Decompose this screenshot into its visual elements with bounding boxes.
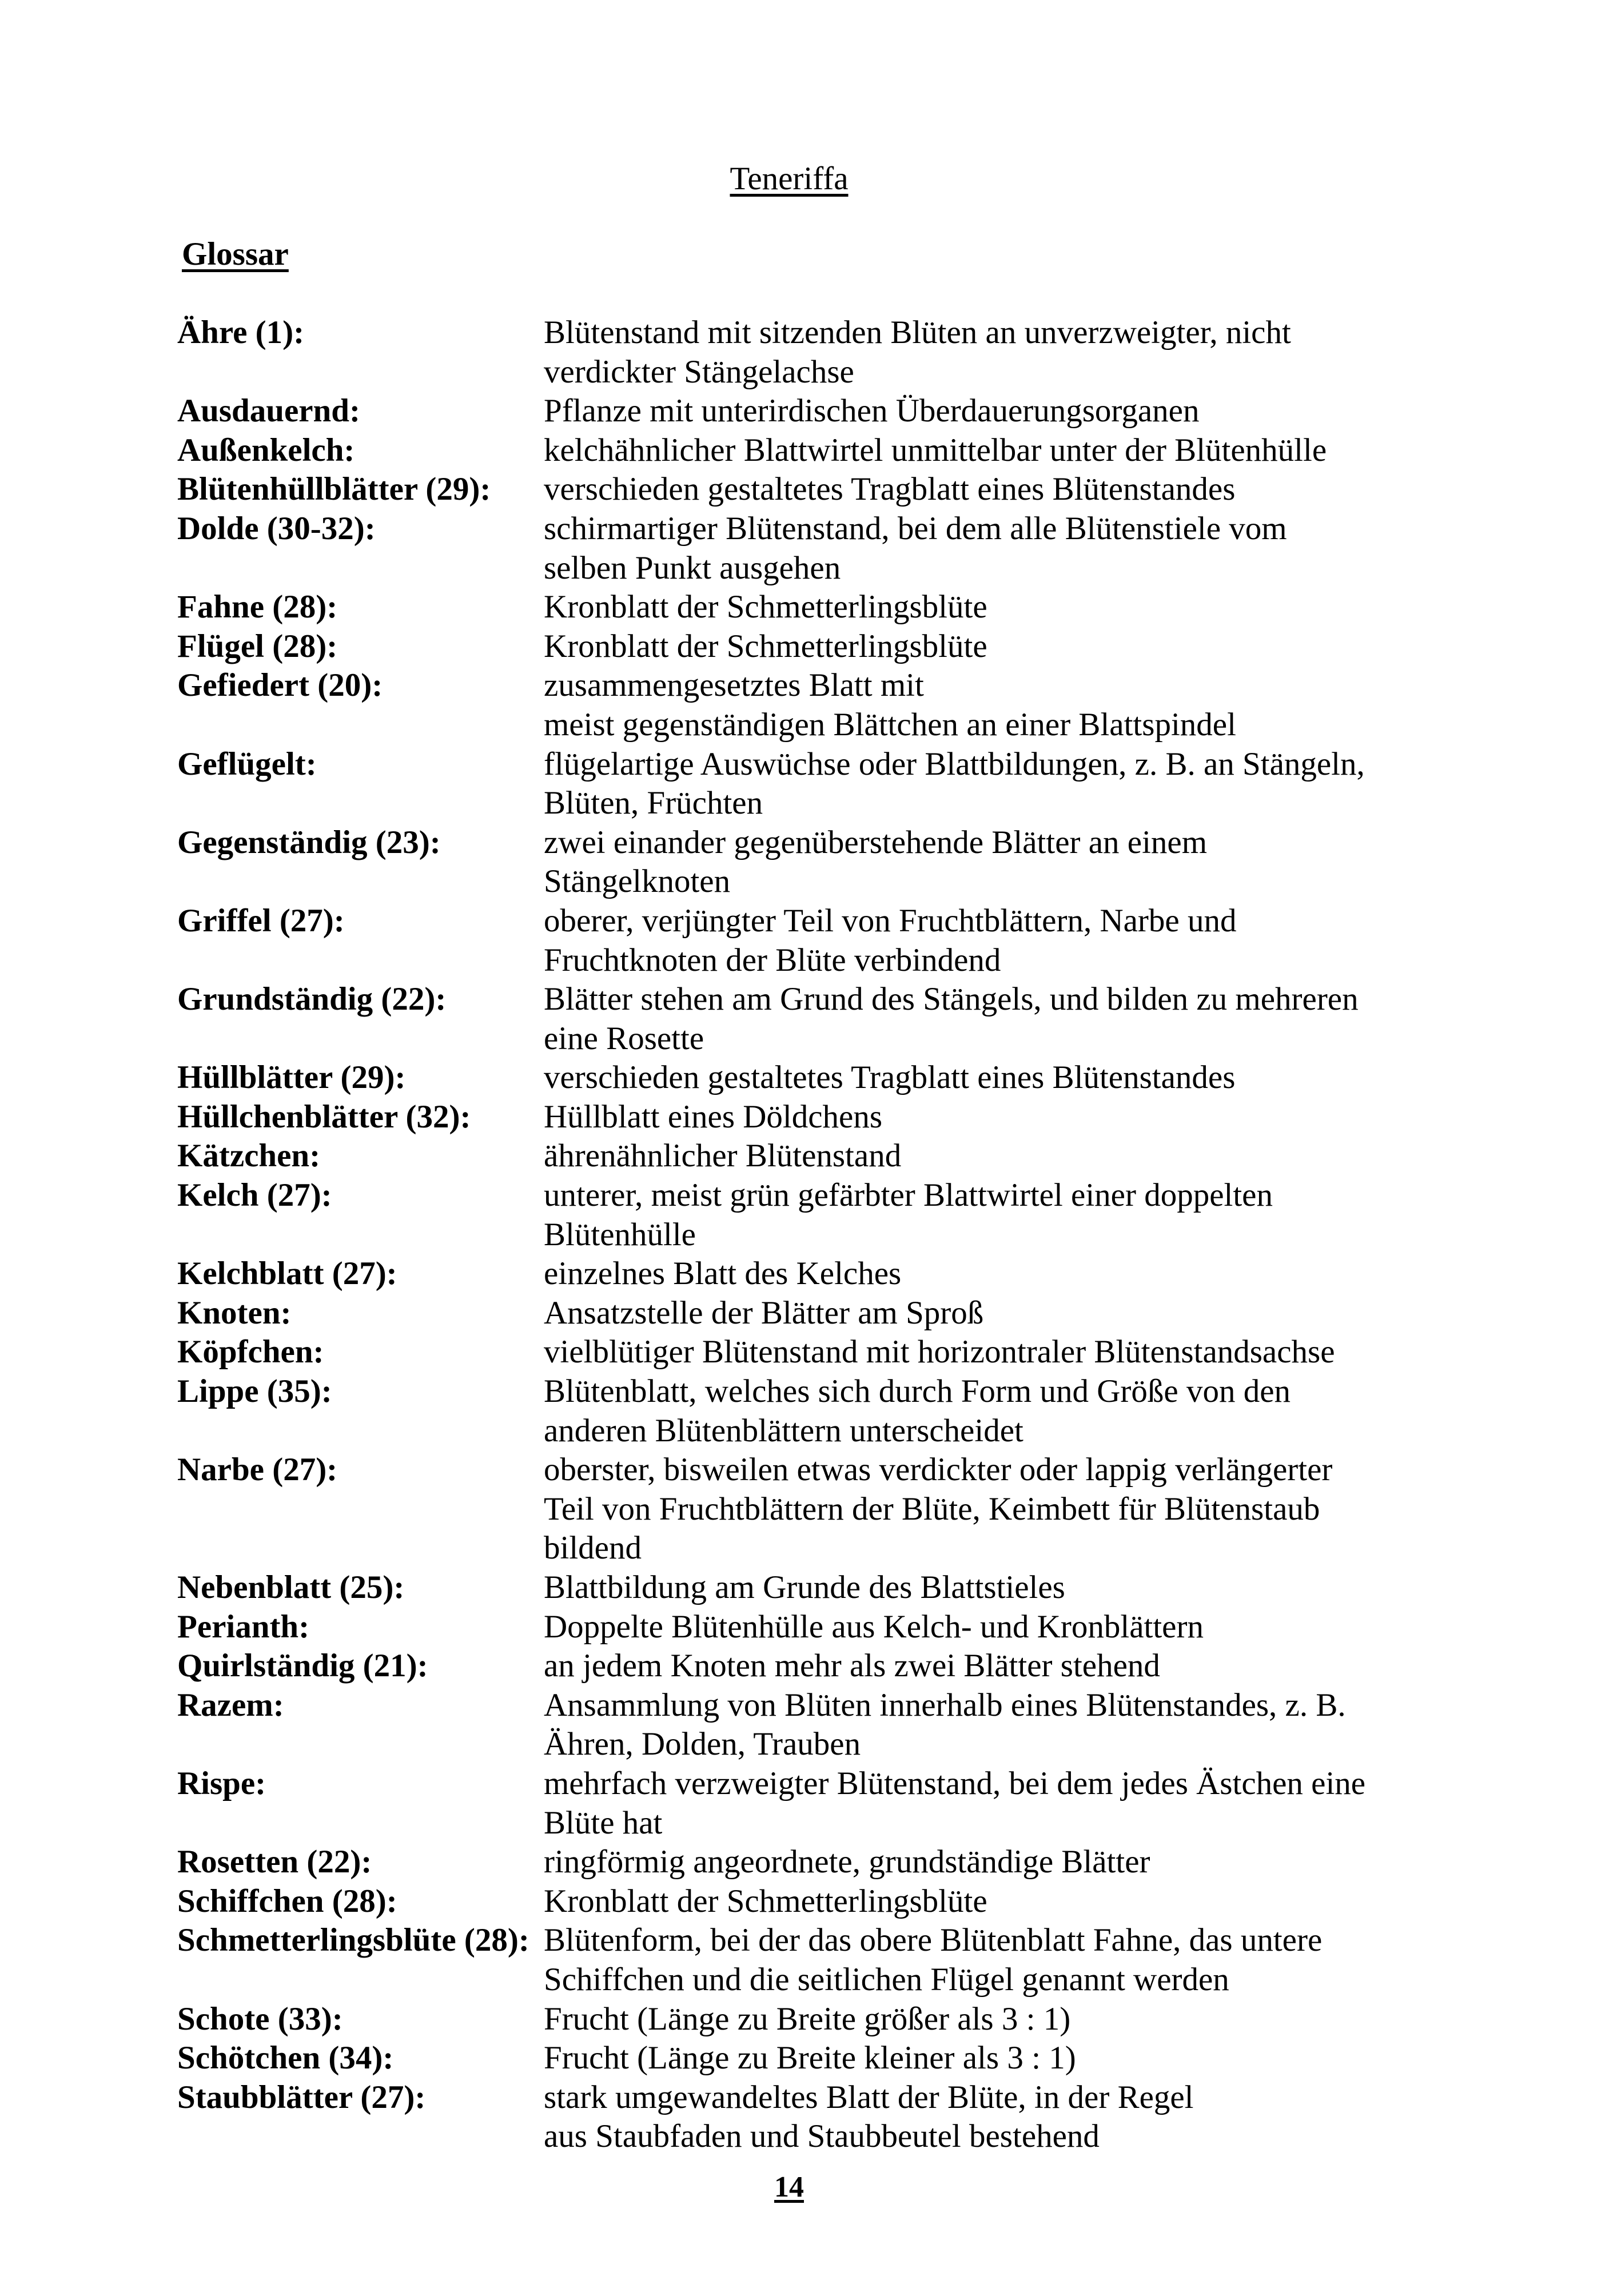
glossary-entry: [177, 1843, 1492, 1882]
definition-line: oberster, bisweilen etwas verdickter oder lappig verlängerter: [544, 1452, 1333, 1488]
glossary-list: [177, 313, 1492, 2157]
definition-line: verschieden gestaltetes Tragblatt eines Blütenstandes: [544, 1059, 1236, 1096]
glossary-definition: [544, 1608, 1204, 1647]
definition-line: flügelartige Auswüchse oder Blattbildungen, z. B. an Stängeln,: [544, 746, 1365, 782]
glossary-definition: [544, 509, 1287, 588]
glossary-term: Quirlständig (21):: [177, 1648, 428, 1684]
glossary-definition: [544, 627, 987, 667]
glossary-entry: [177, 431, 1492, 471]
definition-line: Blütenstand mit sitzenden Blüten an unverzweigter, nicht: [544, 314, 1291, 350]
glossary-term: Dolde (30-32):: [177, 510, 376, 547]
definition-line: aus Staubfaden und Staubbeutel bestehend: [544, 2118, 1100, 2155]
definition-line: Hüllblatt eines Döldchens: [544, 1098, 883, 1135]
glossary-definition: [544, 431, 1327, 471]
definition-line: meist gegenständigen Blättchen an einer Blattspindel: [544, 706, 1236, 743]
glossary-definition: [544, 1372, 1291, 1450]
glossary-entry: [177, 392, 1492, 431]
glossary-definition: [544, 745, 1365, 823]
definition-line: bildend: [544, 1530, 642, 1566]
definition-line: Teil von Fruchtblättern der Blüte, Keimbett für Blütenstaub: [544, 1490, 1320, 1527]
glossary-definition: [544, 1764, 1365, 1843]
glossary-entry: [177, 902, 1492, 980]
glossary-entry: [177, 1333, 1492, 1372]
glossary-term: Blütenhüllblätter (29):: [177, 471, 491, 508]
glossary-entry: [177, 1450, 1492, 1568]
definition-line: Kronblatt der Schmetterlingsblüte: [544, 628, 987, 664]
glossary-term: Schiffchen (28):: [177, 1883, 397, 1919]
glossary-entry: [177, 1098, 1492, 1137]
glossary-term: Nebenblatt (25):: [177, 1569, 405, 1605]
glossary-term: Gegenständig (23):: [177, 824, 441, 860]
glossary-definition: [544, 1843, 1150, 1882]
glossary-definition: [544, 1137, 901, 1176]
glossary-term: Lippe (35):: [177, 1373, 332, 1410]
glossary-term: Schote (33):: [177, 2000, 343, 2037]
definition-line: Fruchtknoten der Blüte verbindend: [544, 942, 1001, 978]
glossary-term: Grundständig (22):: [177, 981, 447, 1018]
glossary-term: Köpfchen:: [177, 1334, 324, 1370]
definition-line: oberer, verjüngter Teil von Fruchtblättern, Narbe und: [544, 902, 1237, 939]
glossary-term: Hüllblätter (29):: [177, 1059, 406, 1096]
definition-line: selben Punkt ausgehen: [544, 549, 841, 586]
definition-line: ährenähnlicher Blütenstand: [544, 1138, 902, 1174]
definition-line: mehrfach verzweigter Blütenstand, bei dem jedes Ästchen eine: [544, 1765, 1366, 1801]
definition-line: einzelnes Blatt des Kelches: [544, 1255, 902, 1292]
definition-line: verschieden gestaltetes Tragblatt eines Blütenstandes: [544, 471, 1236, 508]
glossary-definition: [544, 666, 1236, 744]
definition-line: Kronblatt der Schmetterlingsblüte: [544, 589, 987, 625]
glossary-entry: [177, 1176, 1492, 1254]
definition-line: Pflanze mit unterirdischen Überdauerungsorganen: [544, 393, 1200, 429]
glossary-definition: [544, 588, 987, 627]
definition-line: Blütenform, bei der das obere Blütenblatt Fahne, das untere: [544, 1922, 1323, 1959]
glossary-definition: [544, 1568, 1065, 1608]
glossary-definition: [544, 1333, 1335, 1372]
page-title: Teneriffa: [730, 161, 849, 197]
glossary-entry: [177, 1137, 1492, 1176]
definition-line: zwei einander gegenüberstehende Blätter an einem: [544, 824, 1208, 860]
definition-line: Blüte hat: [544, 1804, 663, 1841]
glossary-term: Razem:: [177, 1687, 284, 1723]
glossary-definition: [544, 2078, 1194, 2157]
definition-line: Schiffchen und die seitlichen Flügel genannt werden: [544, 1961, 1229, 1998]
glossary-term: Fahne (28):: [177, 589, 338, 625]
definition-line: Blüten, Früchten: [544, 785, 763, 822]
glossary-term: Schmetterlingsblüte (28):: [177, 1922, 529, 1959]
glossary-entry: [177, 823, 1492, 902]
definition-line: Doppelte Blütenhülle aus Kelch- und Kronblättern: [544, 1608, 1204, 1645]
glossary-definition: [544, 2039, 1076, 2078]
glossary-entry: [177, 745, 1492, 823]
definition-line: Frucht (Länge zu Breite größer als 3 : 1): [544, 2000, 1071, 2037]
glossary-definition: [544, 980, 1359, 1058]
glossary-entry: [177, 313, 1492, 392]
definition-line: eine Rosette: [544, 1020, 704, 1057]
glossary-term: Flügel (28):: [177, 628, 338, 664]
glossary-definition: [544, 1450, 1332, 1568]
glossary-entry: [177, 1647, 1492, 1686]
glossary-entry: [177, 1686, 1492, 1764]
glossary-entry: [177, 509, 1492, 588]
glossary-term: Kätzchen:: [177, 1138, 321, 1174]
glossary-definition: [544, 1254, 901, 1294]
glossary-entry: [177, 1058, 1492, 1098]
glossary-term: Rosetten (22):: [177, 1844, 372, 1880]
glossary-entry: [177, 1372, 1492, 1450]
glossary-term: Griffel (27):: [177, 902, 345, 939]
definition-line: vielblütiger Blütenstand mit horizontraler Blütenstandsachse: [544, 1334, 1335, 1370]
glossary-definition: [544, 1882, 987, 1922]
glossary-entry: [177, 1294, 1492, 1333]
glossary-definition: [544, 902, 1236, 980]
glossary-term: Außenkelch:: [177, 432, 355, 468]
glossary-entry: [177, 627, 1492, 667]
glossary-entry: [177, 1608, 1492, 1647]
glossary-term: Ähre (1):: [177, 314, 305, 350]
definition-line: ringförmig angeordnete, grundständige Blätter: [544, 1844, 1150, 1880]
glossary-term: Kelchblatt (27):: [177, 1255, 397, 1292]
glossary-term: Ausdauernd:: [177, 393, 360, 429]
definition-line: Kronblatt der Schmetterlingsblüte: [544, 1883, 987, 1919]
glossary-entry: [177, 2078, 1492, 2157]
page-number: 14: [774, 2171, 804, 2203]
glossary-entry: [177, 1568, 1492, 1608]
glossary-definition: [544, 1686, 1346, 1764]
glossary-definition: [544, 1058, 1235, 1098]
glossary-definition: [544, 1647, 1160, 1686]
glossary-definition: [544, 470, 1235, 509]
definition-line: zusammengesetztes Blatt mit: [544, 667, 924, 704]
definition-line: kelchähnlicher Blattwirtel unmittelbar unter der Blütenhülle: [544, 432, 1327, 468]
glossary-term: Kelch (27):: [177, 1177, 332, 1214]
definition-line: verdickter Stängelachse: [544, 353, 854, 390]
glossary-entry: [177, 588, 1492, 627]
glossary-definition: [544, 1176, 1273, 1254]
definition-line: unterer, meist grün gefärbter Blattwirtel einer doppelten: [544, 1177, 1273, 1214]
glossary-entry: [177, 470, 1492, 509]
definition-line: Blätter stehen am Grund des Stängels, und bilden zu mehreren: [544, 981, 1359, 1018]
definition-line: Ähren, Dolden, Trauben: [544, 1726, 861, 1763]
glossary-term: Knoten:: [177, 1294, 292, 1331]
definition-line: Frucht (Länge zu Breite kleiner als 3 : 1): [544, 2040, 1076, 2076]
definition-line: Ansammlung von Blüten innerhalb eines Blütenstandes, z. B.: [544, 1687, 1346, 1723]
definition-line: Blattbildung am Grunde des Blattstieles: [544, 1569, 1065, 1605]
definition-line: an jedem Knoten mehr als zwei Blätter stehend: [544, 1648, 1160, 1684]
glossary-definition: [544, 2000, 1070, 2039]
glossary-entry: [177, 980, 1492, 1058]
glossary-term: Geflügelt:: [177, 746, 317, 782]
definition-line: Blütenblatt, welches sich durch Form und Größe von den: [544, 1373, 1291, 1410]
definition-line: schirmartiger Blütenstand, bei dem alle Blütenstiele vom: [544, 510, 1287, 547]
glossary-entry: [177, 1764, 1492, 1843]
glossary-entry: [177, 666, 1492, 744]
glossary-definition: [544, 1294, 983, 1333]
glossary-definition: [544, 823, 1207, 902]
glossary-entry: [177, 2039, 1492, 2078]
glossary-term: Gefiedert (20):: [177, 667, 383, 704]
definition-line: Stängelknoten: [544, 863, 731, 900]
glossary-definition: [544, 1921, 1322, 1999]
glossary-term: Schötchen (34):: [177, 2040, 394, 2076]
glossary-term: Hüllchenblätter (32):: [177, 1098, 471, 1135]
glossary-term: Narbe (27):: [177, 1452, 338, 1488]
definition-line: Blütenhülle: [544, 1216, 696, 1253]
glossary-term: Rispe:: [177, 1765, 266, 1801]
definition-line: stark umgewandeltes Blatt der Blüte, in der Regel: [544, 2079, 1194, 2115]
glossary-entry: [177, 2000, 1492, 2039]
definition-line: Ansatzstelle der Blätter am Sproß: [544, 1294, 984, 1331]
glossary-term: Perianth:: [177, 1608, 310, 1645]
glossary-definition: [544, 313, 1291, 392]
glossary-entry: [177, 1882, 1492, 1922]
definition-line: anderen Blütenblättern unterscheidet: [544, 1412, 1023, 1449]
glossary-term: Staubblätter (27):: [177, 2079, 426, 2115]
glossary-definition: [544, 1098, 882, 1137]
glossary-entry: [177, 1254, 1492, 1294]
glossary-entry: [177, 1921, 1492, 1999]
glossary-definition: [544, 392, 1200, 431]
section-heading: Glossar: [182, 236, 289, 272]
